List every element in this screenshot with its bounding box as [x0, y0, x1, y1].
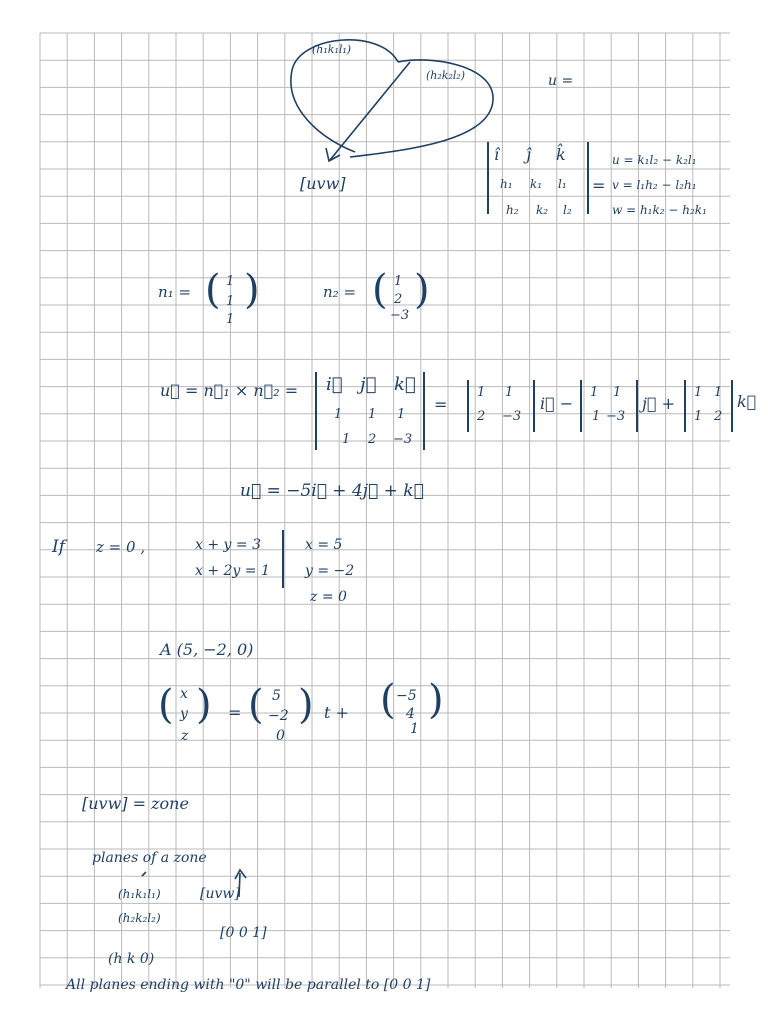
n2-paren-open: ( [372, 267, 388, 313]
minor1-d: −3 [502, 409, 522, 424]
k-term: k⃗ [737, 392, 757, 411]
planes-of-a-zone: planes of a zone [92, 850, 207, 866]
cross-r1c1: i⃗ [326, 374, 343, 395]
cross-bar-right [423, 372, 425, 450]
d-z: 1 [410, 721, 419, 737]
det-r2c1: h₁ [500, 177, 513, 191]
zone-note: All planes ending with "0" will be parallel to [0 0 1] [66, 977, 431, 993]
p-paren-open: ( [248, 682, 264, 728]
n2-label: n₂ = [323, 283, 357, 301]
cross-r3c1: 1 [342, 432, 351, 447]
u-component: u = k₁l₂ − k₂l₁ [612, 153, 697, 167]
zone-plane2: (h₂k₂l₂) [118, 911, 161, 925]
minor2-a: 1 [590, 385, 599, 400]
d-y: 4 [406, 706, 415, 722]
solution-z: z = 0 [310, 589, 347, 605]
lhs-paren-close: ) [196, 682, 212, 728]
d-x: −5 [396, 688, 417, 704]
minor3-c: 1 [694, 409, 703, 424]
minor2-bar-right [636, 380, 638, 432]
system-separator [282, 530, 284, 588]
solution-x: x = 5 [305, 537, 343, 553]
n1-x: 1 [226, 274, 235, 289]
sketch-plane2-label: (h₂k₂l₂) [426, 69, 466, 82]
minor1-bar-right [533, 380, 535, 432]
zone-plane1: (h₁k₁l₁) [118, 887, 161, 901]
result-vector: u⃗ = −5i⃗ + 4j⃗ + k⃗ [240, 481, 424, 501]
minor2-d: −3 [606, 409, 626, 424]
p-y: −2 [268, 708, 289, 724]
lhs-z: z [181, 728, 189, 744]
point-a: A (5, −2, 0) [160, 640, 254, 659]
u-equals: u = [548, 73, 574, 89]
minor3-bar-right [731, 380, 733, 432]
zone-definition: [uvw] = zone [82, 794, 189, 813]
zone-axis: [uvw] [200, 886, 240, 902]
det-r1c2: ĵ [526, 145, 531, 164]
j-term: j⃗ + [642, 394, 676, 413]
p-z: 0 [276, 728, 285, 744]
n2-x: 1 [394, 274, 403, 289]
n2-paren-close: ) [414, 267, 430, 313]
i-term: i⃗ − [540, 394, 574, 413]
lhs-paren-open: ( [158, 682, 174, 728]
det-r1c3: k̂ [556, 145, 566, 164]
det-bar-right [587, 142, 589, 214]
n1-paren-close: ) [244, 267, 260, 313]
cross-r1c2: j⃗ [360, 374, 377, 395]
v-component: v = l₁h₂ − l₂h₁ [612, 178, 697, 192]
cross-r2c3: 1 [397, 407, 406, 422]
p-paren-close: ) [298, 682, 314, 728]
det-r3c2: k₂ [536, 203, 549, 217]
equation-2: x + 2y = 1 [195, 563, 270, 579]
det-r2c3: l₁ [558, 177, 567, 191]
lhs-x: x [180, 686, 188, 702]
cross-r3c3: −3 [393, 432, 413, 447]
n1-y: 1 [226, 294, 235, 309]
cross-r1c3: k⃗ [394, 374, 416, 395]
det-r2c2: k₁ [530, 177, 543, 191]
w-component: w = h₁k₂ − h₂k₁ [612, 203, 707, 217]
p-x: 5 [272, 688, 281, 704]
det-bar-left [487, 142, 489, 214]
lhs-y: y [180, 706, 188, 722]
cross-r3c2: 2 [368, 432, 377, 447]
hk0-plane: (h k 0) [108, 951, 155, 967]
minor3-d: 2 [714, 409, 723, 424]
cross-bar-left [315, 372, 317, 450]
n1-label: n₁ = [158, 283, 192, 301]
minor3-a: 1 [694, 385, 703, 400]
grid-lines [40, 33, 730, 988]
line-equals: = [228, 703, 242, 722]
cross-lhs: u⃗ = n⃗₁ × n⃗₂ = [160, 381, 299, 400]
minor2-c: 1 [592, 409, 601, 424]
minor3-bar-left [684, 380, 686, 432]
cross-r2c2: 1 [368, 407, 377, 422]
n2-z: −3 [390, 308, 410, 323]
of-arrow [142, 872, 146, 876]
minor1-c: 2 [477, 409, 486, 424]
n1-z: 1 [226, 312, 235, 327]
minor2-bar-left [580, 380, 582, 432]
det-r3c1: h₂ [506, 203, 519, 217]
d-paren-open: ( [380, 677, 396, 723]
minor3-b: 1 [714, 385, 723, 400]
n2-y: 2 [394, 292, 403, 307]
minor1-bar-left [467, 380, 469, 432]
solution-y: y = −2 [305, 563, 355, 579]
equation-1: x + y = 3 [195, 537, 261, 553]
cross-equals: = [434, 395, 448, 414]
minor1-b: 1 [505, 385, 514, 400]
zone-axis-arrow [330, 62, 410, 160]
zone-direction: [0 0 1] [220, 925, 267, 941]
minor1-a: 1 [477, 385, 486, 400]
if-label: If [52, 537, 66, 557]
sketch-zone-axis-label: [uvw] [300, 174, 346, 193]
minor2-b: 1 [613, 385, 622, 400]
d-paren-close: ) [428, 677, 444, 723]
det-equals: = [592, 176, 606, 195]
det-r3c3: l₂ [563, 203, 572, 217]
condition: z = 0 , [96, 538, 146, 556]
t-plus: t + [324, 703, 349, 722]
cross-r2c1: 1 [334, 407, 343, 422]
det-r1c1: î [494, 145, 500, 164]
n1-paren-open: ( [205, 267, 221, 313]
sketch-plane1-label: (h₁k₁l₁) [312, 43, 352, 56]
